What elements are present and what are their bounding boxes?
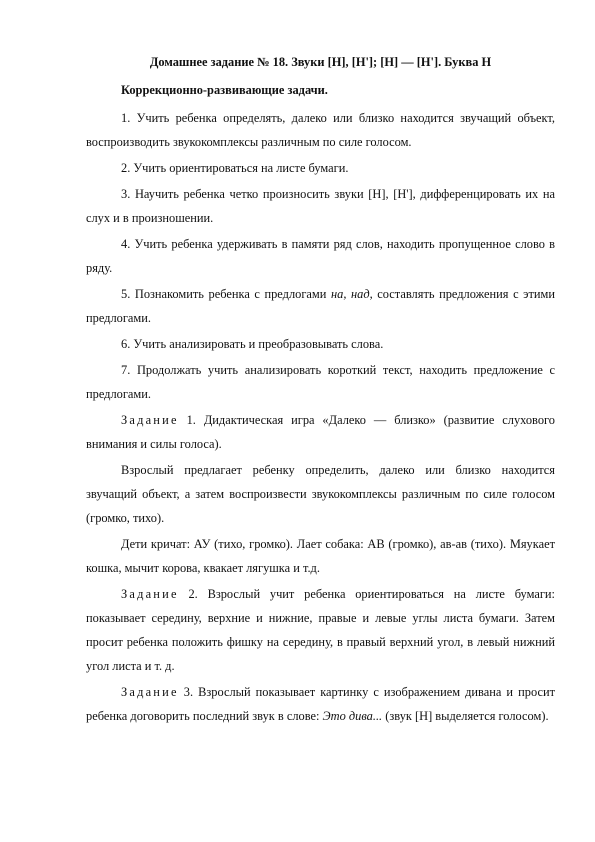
exercise-1-paragraph-2: Дети кричат: АУ (тихо, громко). Лает собака: АВ (громко), ав-ав (тихо). Мяукает кошка, мычит корова, квакает лягушка и т.д.	[86, 537, 555, 575]
document-body	[86, 52, 555, 730]
exercise-3-label: Задание	[121, 685, 179, 699]
exercise-2	[86, 582, 555, 678]
task-6: 6. Учить анализировать и преобразовывать слова.	[121, 337, 384, 351]
task-5-text: 5. Познакомить ребенка с предлогами	[121, 287, 331, 301]
task-1: 1. Учить ребенка определять, далеко или близко находится звучащий объект, воспроизводить звукокомплексы различным по силе голосом.	[86, 111, 555, 149]
task-5	[86, 282, 555, 330]
document-title: Домашнее задание № 18. Звуки [Н], [Н']; [Н] — [Н']. Буква Н	[149, 55, 492, 69]
exercise-1	[86, 408, 555, 456]
task-4: 4. Учить ребенка удерживать в памяти ряд слов, находить пропущенное слово в ряду.	[86, 237, 555, 275]
exercise-1-paragraph-1: Взрослый предлагает ребенку определить, далеко или близко находится звучащий объект, а затем воспроизвести звукокомплексы различным по силе голосом (громко, тихо).	[86, 463, 555, 525]
exercise-2-label: Задание	[121, 587, 179, 601]
exercise-3	[86, 680, 555, 728]
task-3: 3. Научить ребенка четко произносить звуки [Н], [Н'], дифференцировать их на слух и в произношении.	[86, 187, 555, 225]
task-5-prepositions: на, над,	[330, 287, 373, 301]
section-subtitle: Коррекционно-развивающие задачи.	[121, 83, 328, 97]
task-5-text-end: составлять предложения с этими предлогами.	[86, 287, 555, 325]
exercise-1-label: Задание	[121, 413, 179, 427]
exercise-3-text-end: (звук [Н] выделяется голосом).	[382, 709, 549, 723]
exercise-2-text: 2. Взрослый учит ребенка ориентироваться на листе бумаги: показывает середину, верхние и нижние, правые и левые углы листа бумаги. Затем просит ребенка положить фишку на середину, в правый верхний угол, в левый нижний угол листа и т. д.	[86, 587, 555, 673]
exercise-1-text: 1. Дидактическая игра «Далеко — близко» (развитие слухового внимания и силы голоса).	[86, 413, 555, 451]
exercise-3-example: Это дива...	[322, 709, 383, 723]
task-2: 2. Учить ориентироваться на листе бумаги.	[121, 161, 349, 175]
exercise-3-text: 3. Взрослый показывает картинку с изображением дивана и просит ребенка договорить последний звук в слове:	[86, 685, 555, 723]
task-7: 7. Продолжать учить анализировать короткий текст, находить предложение с предлогами.	[86, 363, 555, 401]
